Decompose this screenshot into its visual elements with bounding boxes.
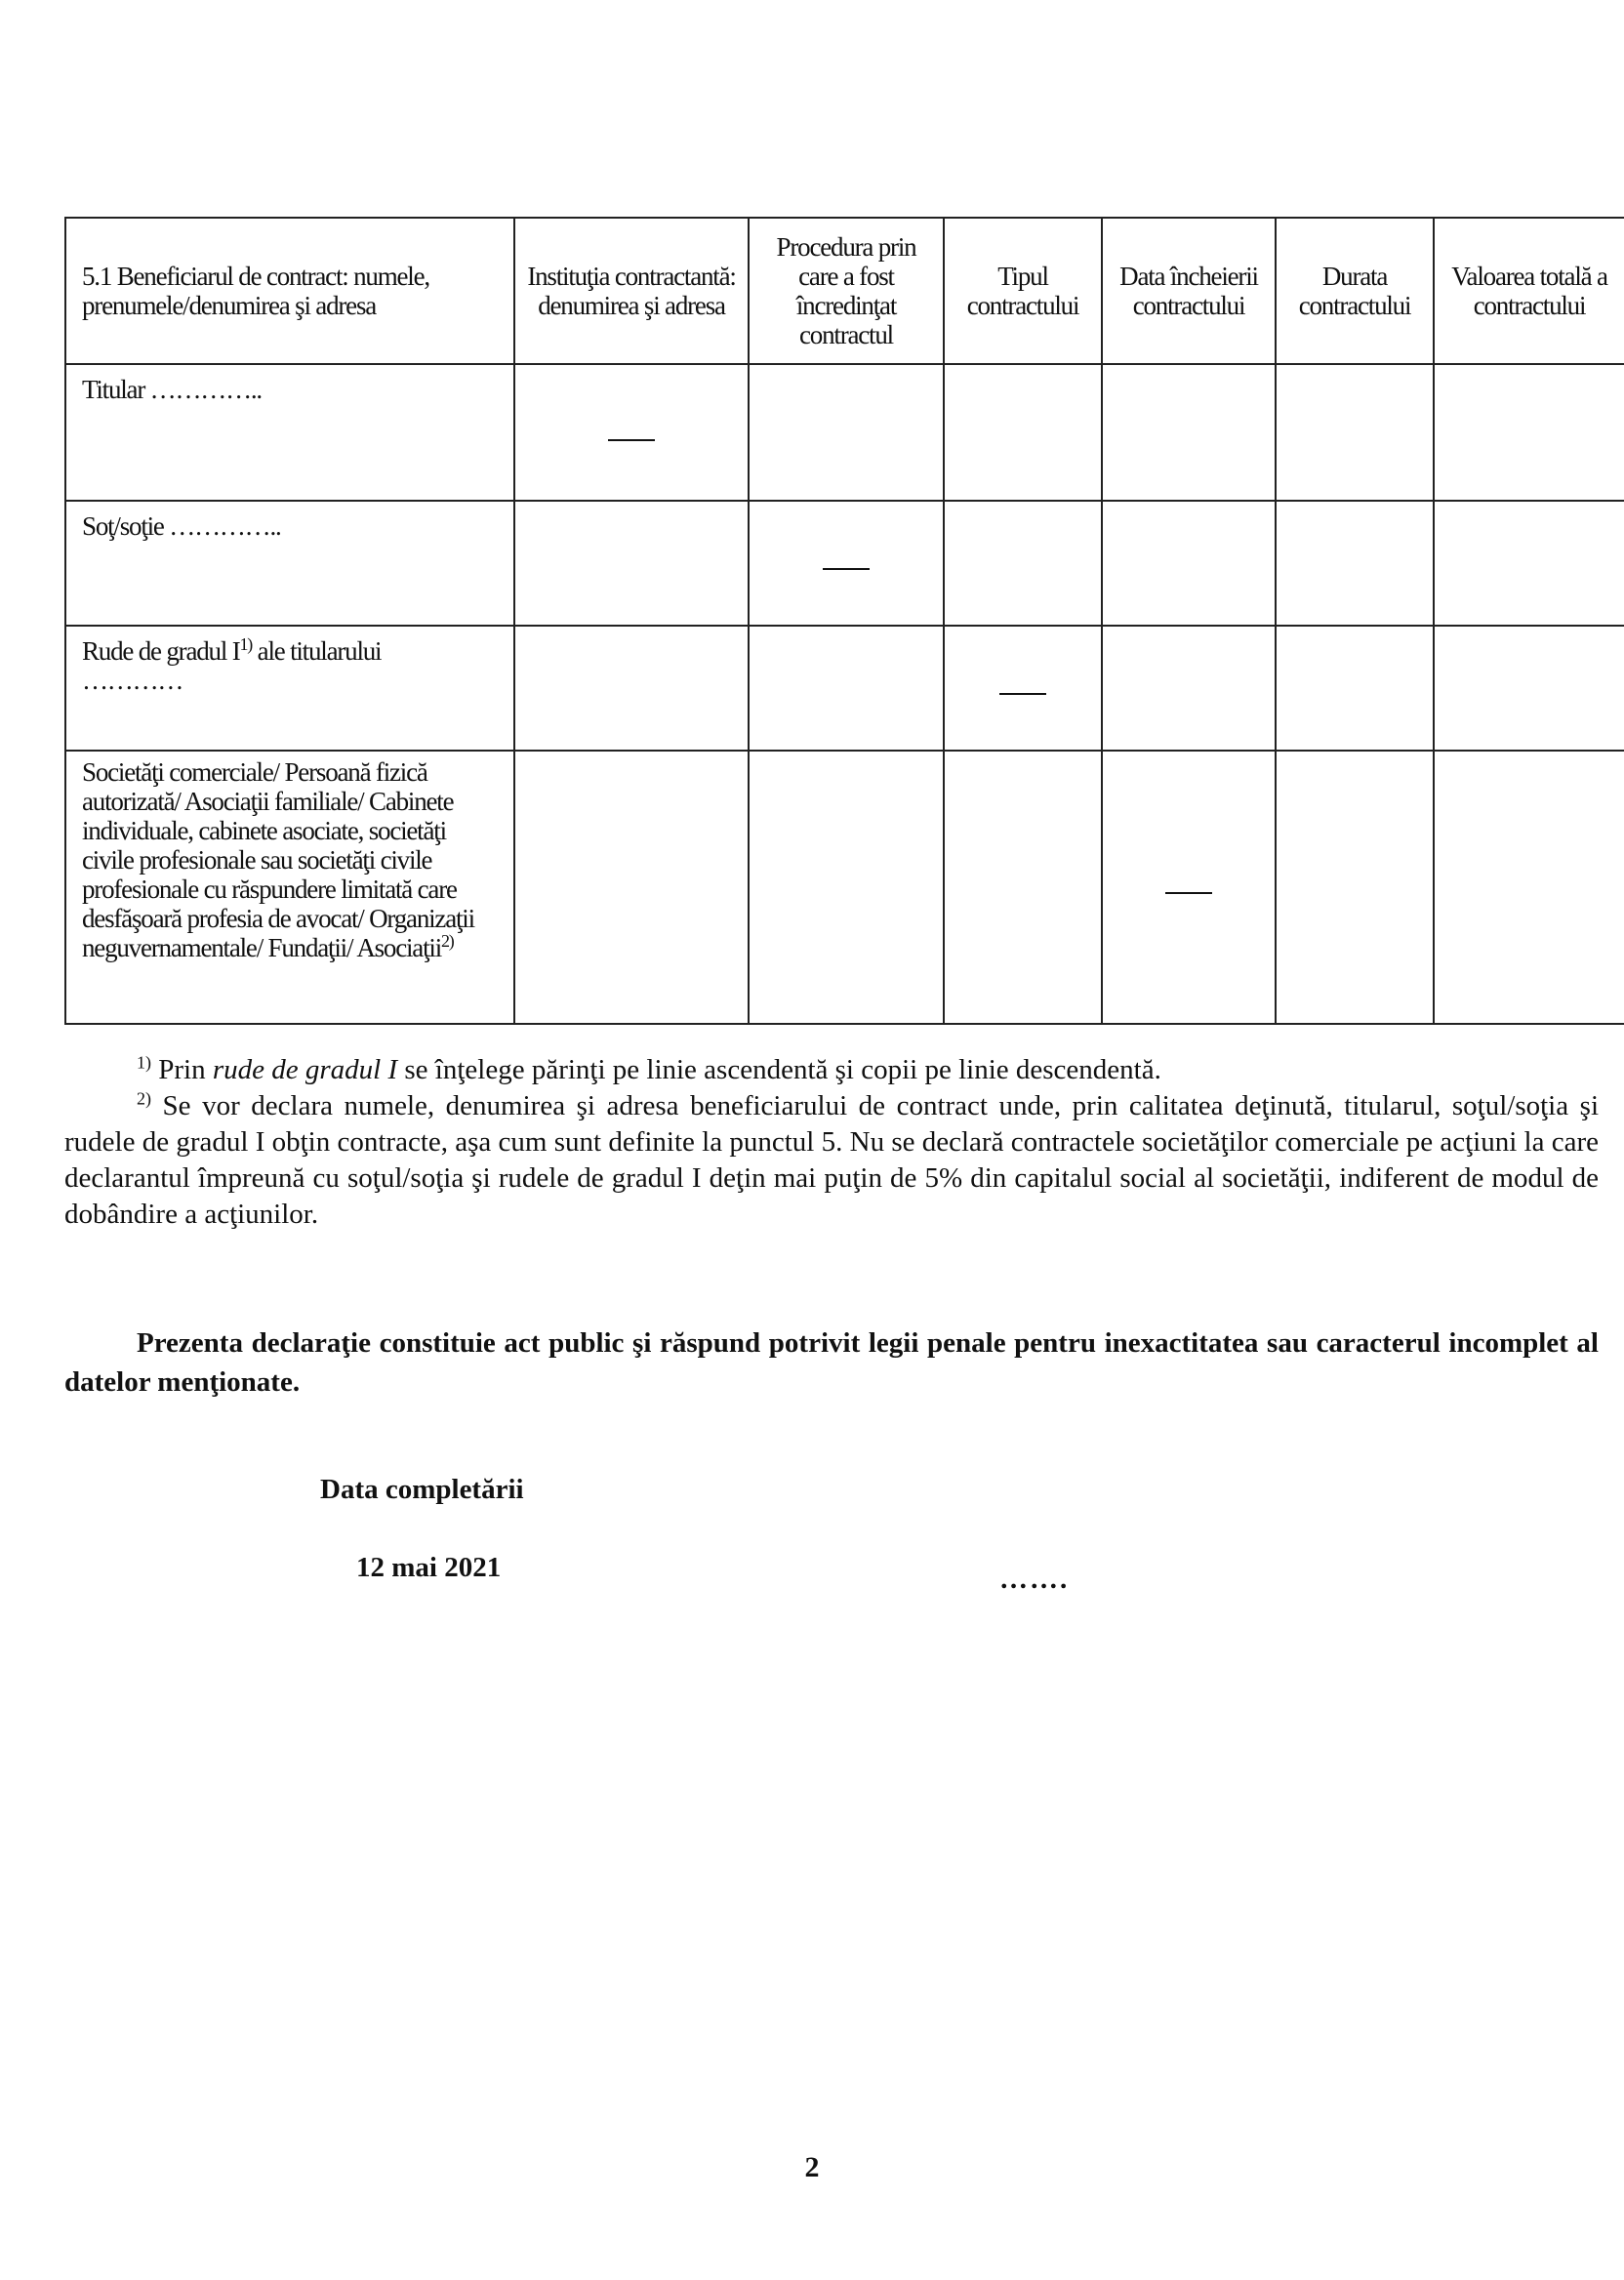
table-header-row <box>65 218 1624 364</box>
page-number: 2 <box>804 2151 820 2183</box>
footnote-1: $^{1)}$ Prin rude de gradul I se înţelege părinţi pe linie ascendentă şi copii pe linie descendentă. <box>137 1052 1161 1085</box>
header-contract-type: Tipul contractului <box>944 218 1102 364</box>
empty-cell <box>514 364 749 501</box>
empty-cell <box>1276 364 1434 501</box>
empty-cell <box>1102 364 1276 501</box>
dash-mark <box>608 439 655 441</box>
public-act-statement: Prezenta declaraţie constituie act public şi răspund potrivit legii penale pentru inexactitatea sau caracterul incomplet al datelor menţionate. <box>64 1327 1599 1398</box>
table-row <box>65 626 1624 751</box>
header-beneficiary: 5.1 Beneficiarul de contract: numele, prenumele/denumirea şi adresa <box>65 218 514 364</box>
empty-cell <box>1102 501 1276 626</box>
empty-cell <box>1434 501 1624 626</box>
dash-mark <box>823 568 870 570</box>
empty-cell <box>514 751 749 1024</box>
header-contract-value: Valoarea totală a contractului <box>1434 218 1624 364</box>
empty-cell <box>944 364 1102 501</box>
row-label-relatives: Rude de gradul $I^{1)}$ ale titularului ………… <box>65 626 514 751</box>
completion-date-label: Data completării <box>320 1474 524 1505</box>
header-institution: Instituţia contractantă: denumirea şi adresa <box>514 218 749 364</box>
footnotes <box>64 1052 1599 1233</box>
row-label-spouse: Soţ/soţie ………….. <box>65 501 514 626</box>
completion-date-value: 12 mai 2021 <box>356 1552 502 1583</box>
empty-cell <box>514 501 749 626</box>
table-row <box>65 751 1624 1024</box>
empty-cell <box>749 364 944 501</box>
empty-cell <box>749 751 944 1024</box>
empty-cell <box>514 626 749 751</box>
row-label-titular: Titular ………….. <box>65 364 514 501</box>
empty-cell <box>944 751 1102 1024</box>
header-procedure: Procedura prin care a fost încredinţat contractul <box>749 218 944 364</box>
empty-cell <box>1434 626 1624 751</box>
empty-cell <box>1434 751 1624 1024</box>
dash-mark <box>1165 892 1212 894</box>
empty-cell <box>1276 501 1434 626</box>
dash-mark <box>999 693 1046 695</box>
empty-cell <box>944 626 1102 751</box>
empty-cell <box>749 626 944 751</box>
empty-cell <box>944 501 1102 626</box>
table-row <box>65 364 1624 501</box>
empty-cell <box>1276 626 1434 751</box>
empty-cell <box>1102 626 1276 751</box>
header-contract-duration: Durata contractului <box>1276 218 1434 364</box>
footnote-2: $^{2)}$ Se vor declara numele, denumirea şi adresa beneficiarului de contract unde, prin calitatea deţinută, titularul, soţul/soţia şi rudele de gradul I obţin contracte, aşa cum sunt definite la punctul 5. Nu se declară contractele societăţilor comerciale pe acţiuni la care declarantul împreună cu soţul/soţia şi rudele de gradul I deţin mai puţin de 5% din capitalul social al societăţii, indiferent de modul de dobândire a acţiunilor. <box>64 1088 1599 1230</box>
contracts-table <box>64 217 1624 1025</box>
header-contract-date: Data încheierii contractului <box>1102 218 1276 364</box>
empty-cell <box>749 501 944 626</box>
empty-cell <box>1434 364 1624 501</box>
empty-cell <box>1102 751 1276 1024</box>
table-row <box>65 501 1624 626</box>
row-label-companies: Societăţi comerciale/ Persoană fizică autorizată/ Asociaţii familiale/ Cabinete individuale, cabinete asociate, societăţi civile profesionale sau societăţi civile profesionale cu răspundere limitată care desfăşoară profesia de avocat/ Organizaţii neguvernamentale/ Fundaţii/ Asociaţii$^{2)}$ <box>65 751 514 1024</box>
signature: ……. <box>999 1564 1070 1595</box>
empty-cell <box>1276 751 1434 1024</box>
